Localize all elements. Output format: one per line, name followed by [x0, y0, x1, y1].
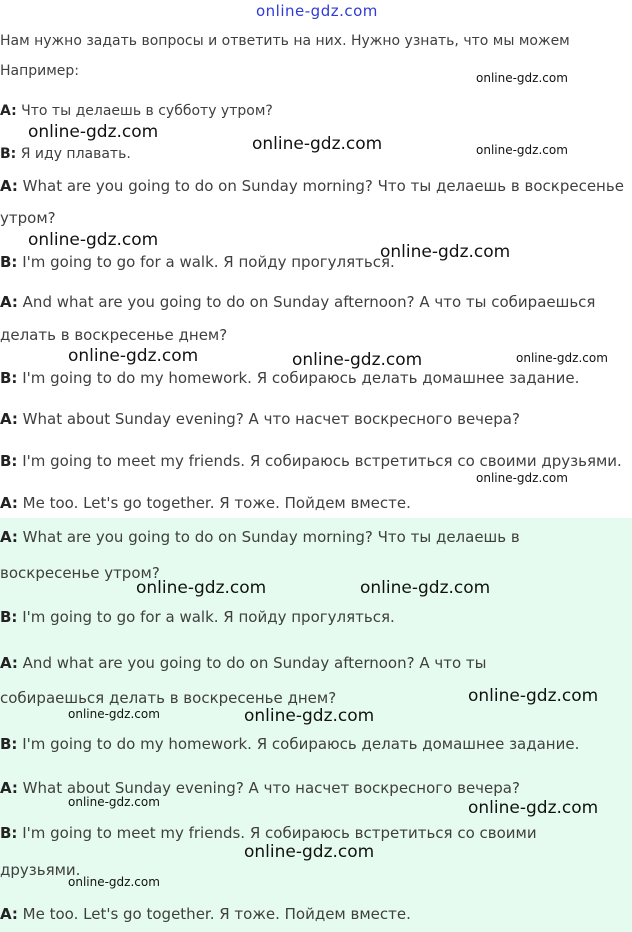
- line-text: I'm going to do my homework. Я собираюсь делать домашнее задание.: [22, 369, 580, 387]
- dialog-line-continued: воскресенье утром?: [0, 564, 160, 582]
- speaker-a-label: A:: [0, 494, 18, 512]
- watermark: online-gdz.com: [28, 122, 159, 142]
- speaker-b-label: B:: [0, 452, 18, 470]
- line-text: Что ты делаешь в субботу утром?: [21, 103, 273, 119]
- watermark: online-gdz.com: [292, 350, 423, 370]
- line-text: I'm going to go for a walk. Я пойду прогуляться.: [22, 608, 395, 626]
- dialog-line: [0, 452, 622, 470]
- line-text: What are you going to do on Sunday morning? Что ты делаешь в воскресенье: [22, 177, 624, 195]
- dialog-line: [0, 410, 520, 428]
- watermark: online-gdz.com: [68, 707, 160, 721]
- dialog-line-continued: утром?: [0, 209, 56, 227]
- speaker-a-label: A:: [0, 103, 17, 119]
- watermark: online-gdz.com: [252, 134, 383, 154]
- line-text: Я иду плавать.: [20, 146, 131, 162]
- speaker-b-label: B:: [0, 824, 18, 842]
- watermark: online-gdz.com: [468, 686, 599, 706]
- line-text: What about Sunday evening? А что насчет воскресного вечера?: [22, 410, 520, 428]
- watermark: online-gdz.com: [68, 875, 160, 889]
- dialog-line: [0, 654, 486, 672]
- watermark: online-gdz.com: [380, 242, 511, 262]
- speaker-a-label: A:: [0, 528, 18, 546]
- speaker-a-label: A:: [0, 177, 18, 195]
- dialog-line: [0, 608, 395, 626]
- dialog-line-continued: делать в воскресенье днем?: [0, 326, 228, 344]
- watermark: online-gdz.com: [244, 706, 375, 726]
- dialog-line: [0, 253, 395, 271]
- watermark: online-gdz.com: [360, 578, 491, 598]
- watermark: online-gdz.com: [68, 346, 199, 366]
- dialog-line: [0, 369, 579, 387]
- dialog-line: [0, 103, 273, 119]
- speaker-b-label: B:: [0, 146, 17, 162]
- dialog-line: [0, 177, 624, 195]
- intro-line-2: Например:: [0, 63, 80, 79]
- speaker-a-label: A:: [0, 905, 18, 923]
- watermark: online-gdz.com: [244, 842, 375, 862]
- line-text: I'm going to do my homework. Я собираюсь делать домашнее задание.: [22, 735, 580, 753]
- line-text: What about Sunday evening? А что насчет воскресного вечера?: [22, 779, 520, 797]
- watermark: online-gdz.com: [136, 578, 267, 598]
- speaker-b-label: B:: [0, 253, 18, 271]
- dialog-line: [0, 146, 131, 162]
- speaker-b-label: B:: [0, 735, 18, 753]
- dialog-line-continued: друзьями.: [0, 861, 81, 879]
- line-text: Me too. Let's go together. Я тоже. Пойдем вместе.: [22, 494, 411, 512]
- speaker-b-label: B:: [0, 608, 18, 626]
- speaker-a-label: A:: [0, 654, 18, 672]
- watermark: online-gdz.com: [476, 471, 568, 485]
- line-text: And what are you going to do on Sunday afternoon? А что ты: [22, 654, 487, 672]
- site-header-link[interactable]: online-gdz.com: [256, 2, 378, 20]
- watermark: online-gdz.com: [516, 351, 608, 365]
- speaker-a-label: A:: [0, 410, 18, 428]
- watermark: online-gdz.com: [476, 71, 568, 85]
- line-text: I'm going to meet my friends. Я собираюсь встретиться со своими друзьями.: [22, 452, 622, 470]
- speaker-a-label: A:: [0, 779, 18, 797]
- dialog-line: [0, 528, 520, 546]
- dialog-line: [0, 735, 579, 753]
- watermark: online-gdz.com: [28, 230, 159, 250]
- watermark: online-gdz.com: [68, 795, 160, 809]
- watermark: online-gdz.com: [468, 798, 599, 818]
- dialog-line: [0, 494, 411, 512]
- dialog-line: [0, 905, 411, 923]
- dialog-line: [0, 824, 537, 842]
- line-text: Me too. Let's go together. Я тоже. Пойдем вместе.: [22, 905, 411, 923]
- intro-line-1: Нам нужно задать вопросы и ответить на них. Нужно узнать, что мы можем: [0, 33, 570, 49]
- speaker-b-label: B:: [0, 369, 18, 387]
- speaker-a-label: A:: [0, 293, 18, 311]
- dialog-line-continued: собираешься делать в воскресенье днем?: [0, 689, 337, 707]
- dialog-line: [0, 293, 595, 311]
- line-text: And what are you going to do on Sunday afternoon? А что ты собираешься: [22, 293, 596, 311]
- line-text: What are you going to do on Sunday morning? Что ты делаешь в: [22, 528, 520, 546]
- line-text: I'm going to go for a walk. Я пойду прогуляться.: [22, 253, 395, 271]
- line-text: I'm going to meet my friends. Я собираюсь встретиться со своими: [22, 824, 537, 842]
- watermark: online-gdz.com: [476, 143, 568, 157]
